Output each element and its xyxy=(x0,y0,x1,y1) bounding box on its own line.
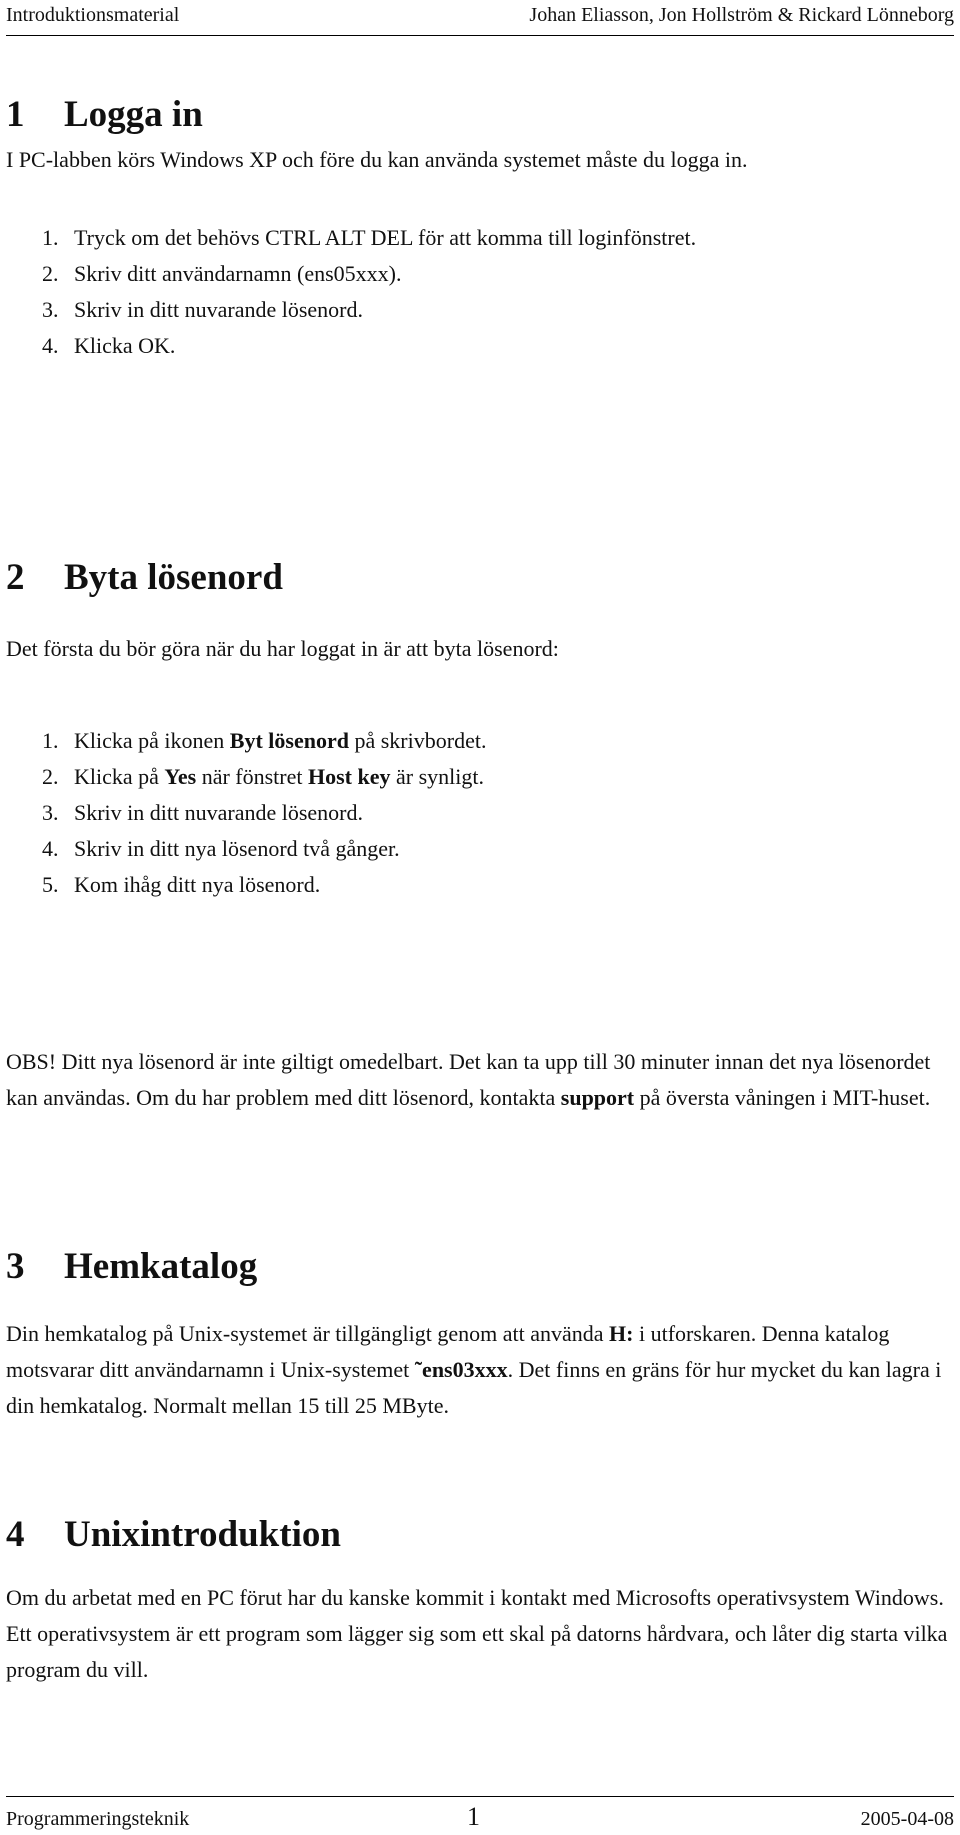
footer-rule xyxy=(6,1796,954,1797)
section-2-heading xyxy=(6,559,283,596)
section-title: Logga in xyxy=(64,94,203,135)
header-rule xyxy=(6,35,954,36)
section-number: 1 xyxy=(6,94,25,135)
footer-course: Programmeringsteknik xyxy=(6,1808,190,1830)
section-2-intro: Det första du bör göra när du har loggat in är att byta lösenord: xyxy=(6,636,559,661)
section-number: 2 xyxy=(6,557,25,598)
running-header-left: Introduktionsmaterial xyxy=(6,4,180,26)
list-item: 4. Skriv in ditt nya lösenord två gånger. xyxy=(42,836,400,861)
section-title: Hemkatalog xyxy=(64,1246,258,1287)
section-2-steps xyxy=(42,723,486,903)
section-title: Unixintroduktion xyxy=(64,1514,341,1555)
page-number: 1 xyxy=(467,1802,480,1831)
list-item: 3. Skriv in ditt nuvarande lösenord. xyxy=(42,297,364,322)
section-4-heading xyxy=(6,1516,341,1553)
section-number: 4 xyxy=(6,1514,25,1555)
footer-date: 2005-04-08 xyxy=(860,1808,954,1830)
section-number: 3 xyxy=(6,1246,25,1287)
list-item: 1. Klicka på ikonen Byt lösenord på skrivbordet. xyxy=(42,728,487,753)
list-item: 1. Tryck om det behövs CTRL ALT DEL för att komma till loginfönstret. xyxy=(42,225,697,250)
list-item: 3. Skriv in ditt nuvarande lösenord. xyxy=(42,800,364,825)
list-item: 4. Klicka OK. xyxy=(42,333,176,358)
section-2-note: OBS! Ditt nya lösenord är inte giltigt omedelbart. Det kan ta upp till 30 minuter innan det nya lösenordet kan användas. Om du har problem med ditt lösenord, kontakta support på översta våningen i MIT-huset. xyxy=(6,1049,931,1110)
section-1-intro: I PC-labben körs Windows XP och före du kan använda systemet måste du logga in. xyxy=(6,147,748,172)
running-header-right: Johan Eliasson, Jon Hollström & Rickard Lönneborg xyxy=(529,4,954,26)
section-1-steps xyxy=(42,220,696,364)
section-title: Byta lösenord xyxy=(64,557,283,598)
section-3-heading xyxy=(6,1248,257,1285)
section-3-text: Din hemkatalog på Unix-systemet är tillgängligt genom att använda H: i utforskaren. Denna katalog motsvarar ditt användarnamn i Unix-systemet ˜ens03xxx. Det finns en gräns för hur mycket du kan lagra i din hemkatalog. Normalt mellan 15 till 25 MByte. xyxy=(6,1321,942,1418)
section-4-text: Om du arbetat med en PC förut har du kanske kommit i kontakt med Microsofts operativsystem Windows. Ett operativsystem är ett program som lägger sig som ett skal på datorns hårdvara, och låter dig starta vilka program du vill. xyxy=(6,1585,948,1682)
list-item: 2. Klicka på Yes när fönstret Host key är synligt. xyxy=(42,764,484,789)
section-1-heading xyxy=(6,96,203,133)
list-item: 5. Kom ihåg ditt nya lösenord. xyxy=(42,872,321,897)
list-item: 2. Skriv ditt användarnamn (ens05xxx). xyxy=(42,261,402,286)
